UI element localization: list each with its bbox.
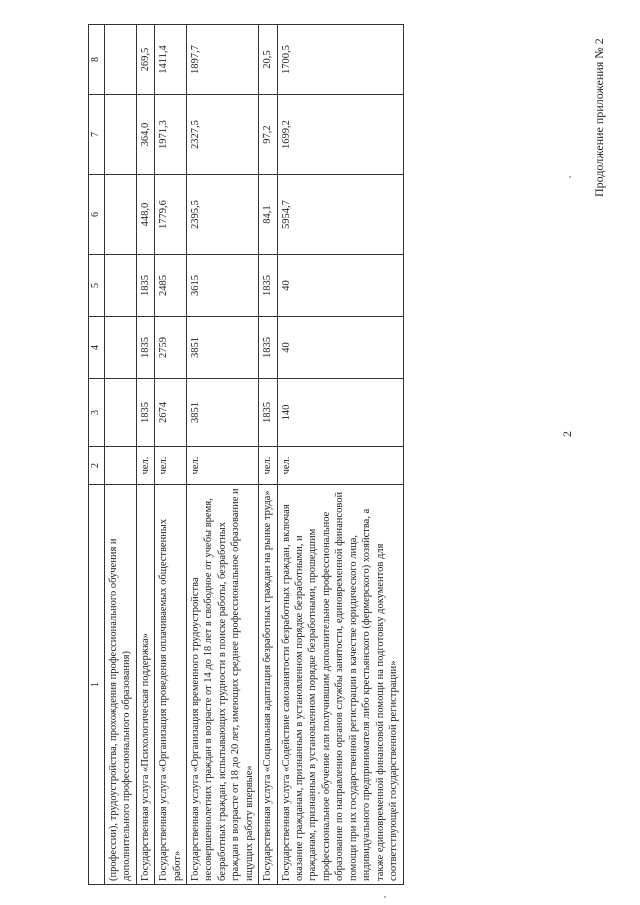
table-row bbox=[277, 25, 403, 885]
header-cell: 2 bbox=[89, 447, 105, 485]
value-cell: 1835 bbox=[259, 317, 277, 379]
value-cell bbox=[104, 175, 136, 255]
table-row bbox=[155, 25, 187, 885]
value-cell: 40 bbox=[277, 317, 403, 379]
table-row bbox=[186, 25, 258, 885]
value-cell: 1835 bbox=[136, 379, 154, 447]
service-name: (профессии), трудоустройства, прохождения профессионального обучения и дополнительного профессионального образования) bbox=[104, 485, 136, 885]
service-name: Государственная услуга «Психологическая поддержка» bbox=[136, 485, 154, 885]
unit-cell: чел. bbox=[186, 447, 258, 485]
value-cell: 1411,4 bbox=[155, 25, 187, 95]
value-cell: 1897,7 bbox=[186, 25, 258, 95]
header-cell: 6 bbox=[89, 175, 105, 255]
value-cell: 2395,5 bbox=[186, 175, 258, 255]
page-number: 2 bbox=[560, 431, 574, 437]
value-cell: 97,2 bbox=[259, 95, 277, 175]
header-cell: 1 bbox=[89, 485, 105, 885]
value-cell: 2674 bbox=[155, 379, 187, 447]
unit-cell bbox=[104, 447, 136, 485]
value-cell: 140 bbox=[277, 379, 403, 447]
value-cell bbox=[104, 317, 136, 379]
value-cell: 40 bbox=[277, 255, 403, 317]
header-cell: 8 bbox=[89, 25, 105, 95]
value-cell: 364,0 bbox=[136, 95, 154, 175]
unit-cell: чел. bbox=[259, 447, 277, 485]
service-name: Государственная услуга «Организация временного трудоустройства несовершеннолетних граждан в возрасте от 14 до 18 лет в свободное от учебы время, безработных граждан, испытывающих трудности в поиске работы, безработных граждан в возрасте от 18 до 20 лет, имеющих среднее профессиональное образование и ищущих работу впервые» bbox=[186, 485, 258, 885]
header-cell: 4 bbox=[89, 317, 105, 379]
value-cell: 84,1 bbox=[259, 175, 277, 255]
table-row bbox=[259, 25, 277, 885]
value-cell: 3851 bbox=[186, 317, 258, 379]
header-cell: 5 bbox=[89, 255, 105, 317]
value-cell bbox=[104, 95, 136, 175]
value-cell: 1779,6 bbox=[155, 175, 187, 255]
value-cell: 5954,7 bbox=[277, 175, 403, 255]
value-cell: 2485 bbox=[155, 255, 187, 317]
value-cell: 1700,5 bbox=[277, 25, 403, 95]
service-name: Государственная услуга «Организация проведения оплачиваемых общественных работ» bbox=[155, 485, 187, 885]
value-cell bbox=[104, 25, 136, 95]
header-cell: 7 bbox=[89, 95, 105, 175]
service-name: Государственная услуга «Социальная адаптация безработных граждан на рынке труда» bbox=[259, 485, 277, 885]
services-table bbox=[88, 24, 404, 885]
value-cell: 1971,3 bbox=[155, 95, 187, 175]
service-name: Государственная услуга «Содействие самозанятости безработных граждан, включая оказание гражданам, признанным в установленном порядке безработными, и гражданам, признанным в установленном порядке безработными, прошедшим профессиональное обучение или получившим дополнительное профессиональное образование по направлению органов службы занятости, единовременной финансовой помощи при их государственной регистрации в качестве юридического лица, индивидуального предпринимателя либо крестьянского (фермерского) хозяйства, а также единовременной финансовой помощи на подготовку документов для соответствующей государственной регистрации» bbox=[277, 485, 403, 885]
unit-cell: чел. bbox=[277, 447, 403, 485]
value-cell: 3615 bbox=[186, 255, 258, 317]
unit-cell: чел. bbox=[155, 447, 187, 485]
value-cell: 1835 bbox=[259, 255, 277, 317]
value-cell: 2327,5 bbox=[186, 95, 258, 175]
scan-speck bbox=[384, 896, 386, 898]
value-cell: 448,0 bbox=[136, 175, 154, 255]
header-cell: 3 bbox=[89, 379, 105, 447]
unit-cell: чел. bbox=[136, 447, 154, 485]
value-cell: 20,5 bbox=[259, 25, 277, 95]
value-cell bbox=[104, 255, 136, 317]
value-cell bbox=[104, 379, 136, 447]
table-row bbox=[104, 25, 136, 885]
value-cell: 269,5 bbox=[136, 25, 154, 95]
scan-speck bbox=[318, 792, 320, 794]
header-row bbox=[89, 25, 105, 885]
value-cell: 2759 bbox=[155, 317, 187, 379]
value-cell: 3851 bbox=[186, 379, 258, 447]
value-cell: 1835 bbox=[136, 255, 154, 317]
value-cell: 1835 bbox=[136, 317, 154, 379]
scan-speck bbox=[569, 176, 571, 178]
continuation-note: Продолжение приложения № 2 bbox=[592, 38, 606, 197]
value-cell: 1835 bbox=[259, 379, 277, 447]
value-cell: 1699,2 bbox=[277, 95, 403, 175]
table-row bbox=[136, 25, 154, 885]
